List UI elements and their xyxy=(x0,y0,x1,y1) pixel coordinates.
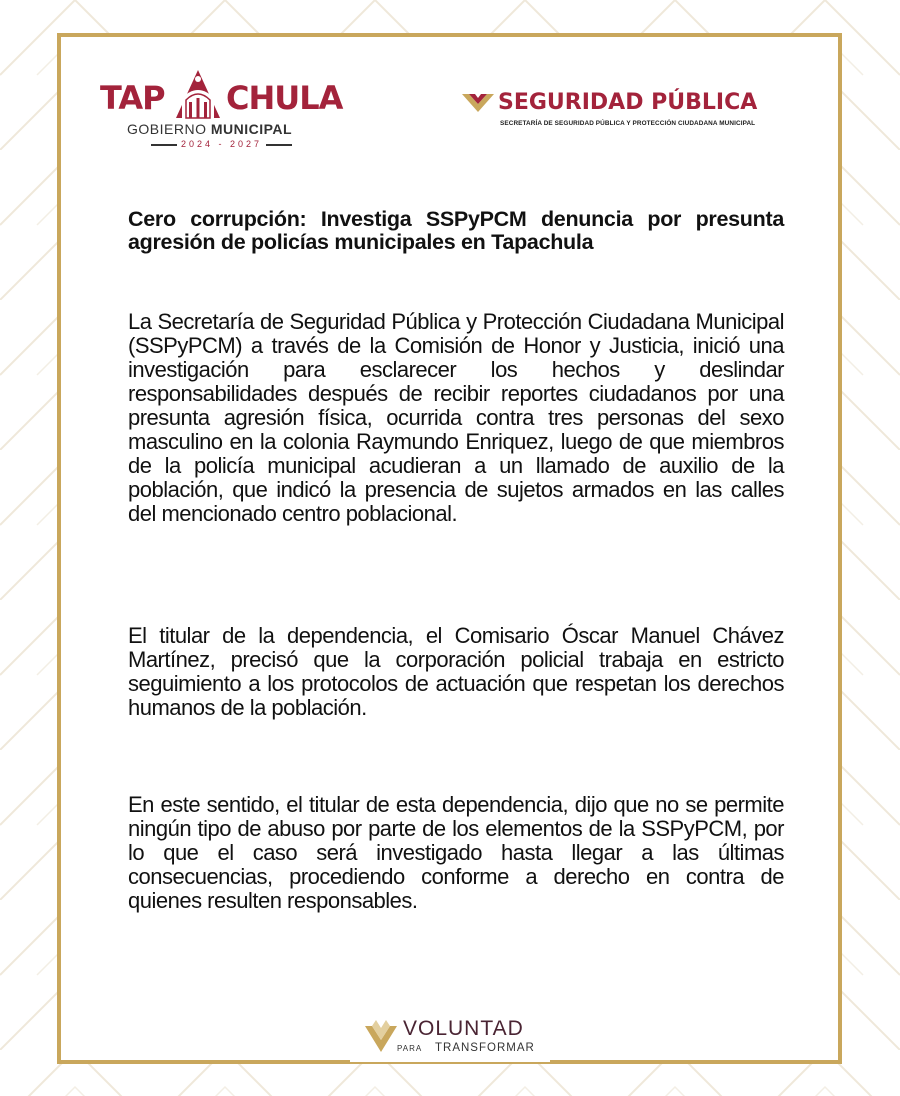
footer-slogan xyxy=(350,1012,550,1062)
slogan-sub: TRANSFORMAR xyxy=(435,1042,535,1054)
article-paragraph: La Secretaría de Seguridad Pública y Protección Ciudadana Municipal (SSPyPCM) a través de la Comisión de Honor y Justicia, inició una investigación para esclarecer los hechos y deslindar responsabilidades después de recibir reportes ciudadanos por una presunta agresión física, ocurrida contra tres personas del sexo masculino en la colonia Raymundo Enriquez, luego de que miembros de la policía municipal acudieran a un llamado de auxilio de la población, que indicó la presencia de sujetos armados en las calles del mencionado centro poblacional. xyxy=(128,309,784,526)
article-headline: Cero corrupción: Investiga SSPyPCM denuncia por presunta agresión de policías municipales en Tapachula xyxy=(128,207,784,254)
logo-word-left: TAP xyxy=(100,79,165,117)
city-hall-icon xyxy=(170,68,226,120)
logo-word-right: CHULA xyxy=(226,79,343,117)
chevron-down-icon xyxy=(460,92,496,114)
tapachula-logo xyxy=(97,62,342,157)
article-paragraph: En este sentido, el titular de esta dependencia, dijo que no se permite ningún tipo de abuso por parte de los elementos de la SSPyPCM, por lo que el caso será investigado hasta llegar a las últimas consecuencias, procediendo conforme a derecho en contra de quienes resulten responsables. xyxy=(128,792,784,913)
seguridad-publica-logo xyxy=(460,88,805,133)
slogan-small: PARA xyxy=(397,1044,423,1053)
slogan-title: VOLUNTAD xyxy=(403,1017,524,1040)
seguridad-title: SEGURIDAD PÚBLICA xyxy=(498,90,758,115)
logo-subtitle: GOBIERNO MUNICIPAL xyxy=(127,121,293,137)
heart-chevron-icon xyxy=(364,1018,398,1054)
logo-years: 2024 - 2027 xyxy=(139,139,304,149)
seguridad-subtitle: SECRETARÍA DE SEGURIDAD PÚBLICA Y PROTECCIÓN CIUDADANA MUNICIPAL xyxy=(500,120,756,127)
article-paragraph: El titular de la dependencia, el Comisario Óscar Manuel Chávez Martínez, precisó que la corporación policial trabaja en estricto seguimiento a los protocolos de actuación que respetan los derechos humanos de la población. xyxy=(128,623,784,720)
